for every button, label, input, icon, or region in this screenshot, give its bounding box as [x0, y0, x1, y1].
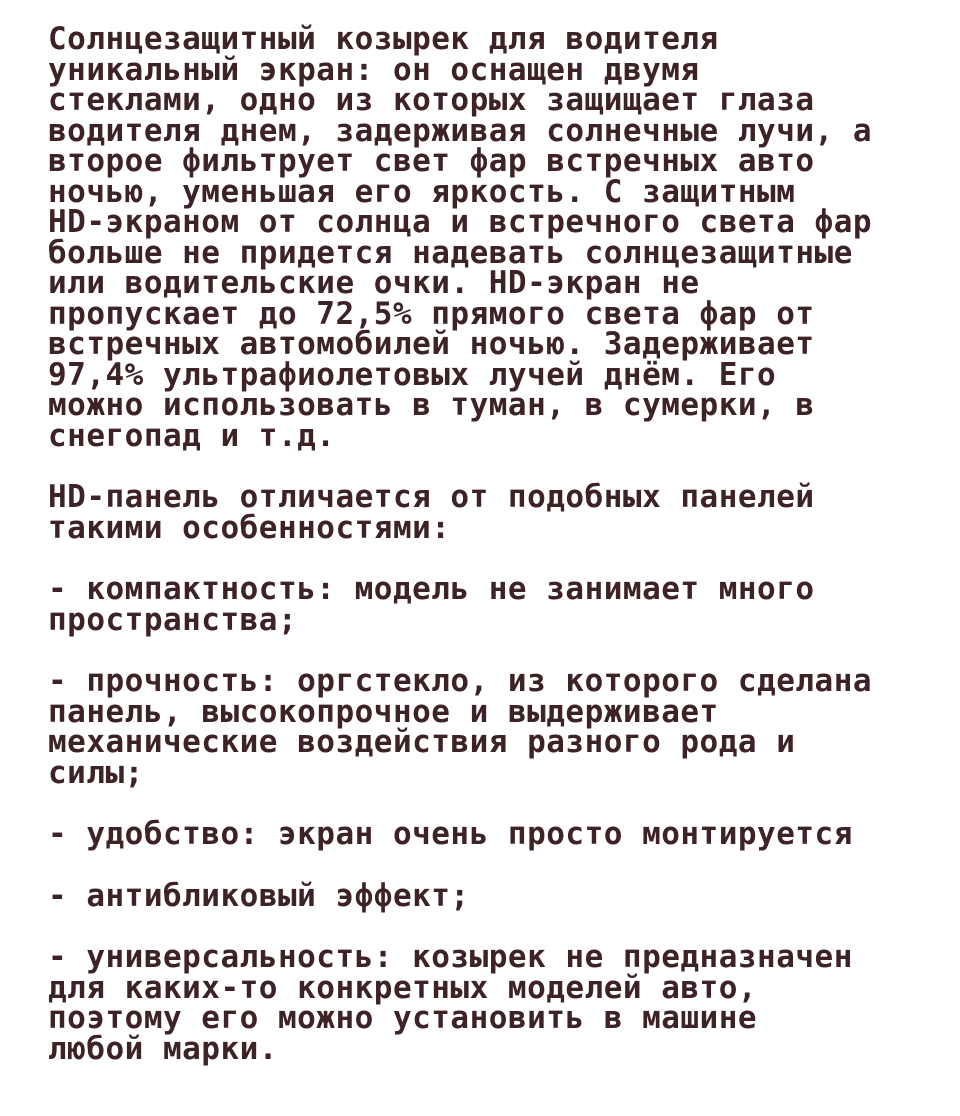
- features-heading-paragraph: [48, 479, 928, 546]
- text-line: поэтому его можно установить в машине: [48, 1000, 758, 1036]
- text-line: такими особенностями:: [48, 509, 451, 546]
- text-line: встречных автомобилей ночью. Задерживает: [48, 326, 815, 362]
- intro-paragraph: [48, 21, 928, 454]
- feature-compactness: [48, 571, 928, 638]
- feature-antiglare: [48, 877, 928, 914]
- text-line: можно использовать в туман, в сумерки, в: [48, 387, 815, 423]
- text-line: HD-панель отличается от подобных панелей: [48, 479, 815, 515]
- document-body: [48, 21, 928, 1095]
- text-line: - антибликовый эффект;: [48, 877, 470, 914]
- feature-convenience: [48, 816, 928, 852]
- text-line: пространства;: [48, 601, 298, 638]
- text-line: второе фильтрует свет фар встречных авто: [48, 143, 815, 179]
- text-line: HD-экраном от солнца и встречного света фар: [48, 204, 873, 240]
- text-line: панель, высокопрочное и выдерживает: [48, 693, 719, 730]
- text-line: силы;: [48, 754, 144, 791]
- feature-universality: [48, 939, 928, 1067]
- text-line: Солнцезащитный козырек для водителя: [48, 21, 719, 57]
- text-line: - компактность: модель не занимает много: [48, 571, 815, 607]
- text-line: - прочность: оргстекло, из которого сделана: [48, 663, 873, 699]
- text-line: пропускает до 72,5% прямого света фар от: [48, 295, 815, 332]
- text-line: больше не придется надевать солнцезащитные: [48, 234, 853, 271]
- text-line: или водительские очки. HD-экран не: [48, 265, 700, 301]
- feature-strength: [48, 663, 928, 791]
- text-line: для каких-то конкретных моделей авто,: [48, 969, 758, 1006]
- text-line: 97,4% ультрафиолетовых лучей днём. Его: [48, 356, 777, 393]
- text-line: уникальный экран: он оснащен двумя: [48, 51, 700, 88]
- text-line: - удобство: экран очень просто монтируется: [48, 816, 853, 852]
- text-line: ночью, уменьшая его яркость. С защитным: [48, 173, 796, 210]
- text-line: водителя днем, задерживая солнечные лучи, а: [48, 112, 873, 149]
- text-line: - универсальность: козырек не предназначен: [48, 939, 853, 975]
- text-line: любой марки.: [48, 1030, 278, 1067]
- text-line: снегопад и т.д.: [48, 417, 336, 454]
- text-line: стеклами, одно из которых защищает глаза: [48, 82, 815, 118]
- text-line: механические воздействия разного рода и: [48, 724, 796, 760]
